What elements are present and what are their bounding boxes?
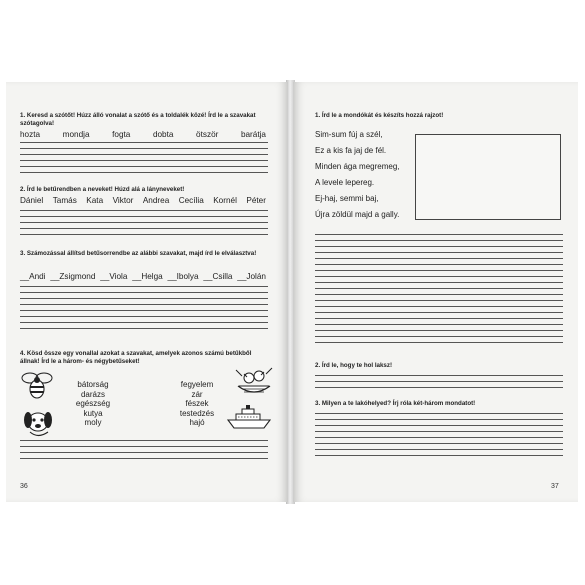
right-task2-instruction: 2. Írd le, hogy te hol laksz! xyxy=(315,362,393,369)
bee-icon xyxy=(20,370,54,400)
task1-word: fogta xyxy=(112,130,131,139)
task1-word: dobta xyxy=(152,130,174,139)
writing-line[interactable] xyxy=(315,300,563,301)
writing-line[interactable] xyxy=(315,413,563,414)
task2-instruction: 2. Írd le betűrendben a neveket! Húzd alá a lányneveket! xyxy=(20,186,185,193)
task3-name: __Ibolya xyxy=(167,272,199,281)
writing-line[interactable] xyxy=(315,449,563,450)
writing-line[interactable] xyxy=(20,286,268,287)
task4-word[interactable]: testedzés xyxy=(179,408,215,418)
poem-line: Sim-sum fúj a szél, xyxy=(315,130,383,139)
writing-line[interactable] xyxy=(20,298,268,299)
writing-line[interactable] xyxy=(315,246,563,247)
writing-line[interactable] xyxy=(20,148,268,149)
task4-right-column xyxy=(162,380,232,428)
writing-line[interactable] xyxy=(20,216,268,217)
writing-line[interactable] xyxy=(315,381,563,382)
writing-line[interactable] xyxy=(20,310,268,311)
poem-line: Újra zöldül majd a gally. xyxy=(315,210,400,219)
writing-line[interactable] xyxy=(20,154,268,155)
task1-word: barátja xyxy=(240,130,266,139)
task2-name: Andrea xyxy=(142,196,170,205)
task2-name: Tamás xyxy=(52,196,77,205)
writing-line[interactable] xyxy=(315,375,563,376)
task4-word[interactable]: kutya xyxy=(83,408,103,418)
task4-word[interactable]: moly xyxy=(84,418,102,427)
writing-line[interactable] xyxy=(20,222,268,223)
poem-line: A levele lepereg. xyxy=(315,178,375,187)
task3-name: __Helga xyxy=(132,272,163,281)
page-number-right: 37 xyxy=(551,483,559,490)
writing-line[interactable] xyxy=(315,425,563,426)
writing-line[interactable] xyxy=(315,264,563,265)
task4-left-column xyxy=(58,380,128,428)
writing-line[interactable] xyxy=(315,276,563,277)
ship-icon xyxy=(226,404,272,430)
writing-line[interactable] xyxy=(315,312,563,313)
task2-name: Péter xyxy=(246,196,266,205)
task4-instruction: 4. Kösd össze egy vonallal azokat a szavakat, amelyek azonos számú betűkből állnak! Írd le a három- és négybetűseket! xyxy=(20,350,252,365)
task2-name: Dániel xyxy=(20,196,44,205)
writing-line[interactable] xyxy=(315,419,563,420)
task2-name: Cecília xyxy=(178,196,204,205)
task4-word[interactable]: fészek xyxy=(185,399,209,408)
right-task3-instruction: 3. Milyen a te lakóhelyed? Írj róla két-három mondatot! xyxy=(315,400,476,407)
poem-line: Minden ága megremeg, xyxy=(315,162,400,171)
writing-line[interactable] xyxy=(315,437,563,438)
writing-line[interactable] xyxy=(20,210,268,211)
task3-instruction: 3. Számozással állítsd betűsorrendbe az alábbi szavakat, majd írd le elválasztva! xyxy=(20,250,257,257)
task4-word[interactable]: egészség xyxy=(75,399,111,408)
writing-line[interactable] xyxy=(20,292,268,293)
task3-name: __Zsigmond xyxy=(50,272,96,281)
writing-line[interactable] xyxy=(315,330,563,331)
task3-name: __Jolán xyxy=(237,272,266,281)
task2-name-row xyxy=(20,196,266,206)
poem-line: Ej-haj, semmi baj, xyxy=(315,194,379,203)
writing-line[interactable] xyxy=(315,240,563,241)
task1-word: ötször xyxy=(196,130,219,139)
writing-line[interactable] xyxy=(315,270,563,271)
right-task1-instruction: 1. Írd le a mondókát és készíts hozzá rajzot! xyxy=(315,112,444,119)
writing-line[interactable] xyxy=(20,228,268,229)
writing-line[interactable] xyxy=(20,322,268,323)
task4-word[interactable]: hajó xyxy=(189,418,205,427)
writing-line[interactable] xyxy=(20,328,268,329)
task2-name: Viktor xyxy=(112,196,134,205)
writing-line[interactable] xyxy=(315,288,563,289)
writing-line[interactable] xyxy=(315,294,563,295)
page-number-left: 36 xyxy=(20,483,28,490)
writing-line[interactable] xyxy=(315,306,563,307)
task1-word: mondja xyxy=(62,130,90,139)
writing-line[interactable] xyxy=(20,166,268,167)
writing-line[interactable] xyxy=(20,304,268,305)
task4-word[interactable]: zár xyxy=(191,389,203,399)
task4-word[interactable]: fegyelem xyxy=(180,380,214,389)
writing-line[interactable] xyxy=(20,172,268,173)
writing-line[interactable] xyxy=(20,142,268,143)
drawing-box[interactable] xyxy=(415,134,561,220)
task1-word: hozta xyxy=(20,130,41,139)
task3-name: __Csilla xyxy=(203,272,233,281)
writing-line[interactable] xyxy=(315,455,563,456)
right-page xyxy=(293,82,578,502)
writing-line[interactable] xyxy=(315,252,563,253)
writing-line[interactable] xyxy=(20,446,268,447)
task2-name: Kornél xyxy=(213,196,237,205)
writing-line[interactable] xyxy=(315,318,563,319)
writing-line[interactable] xyxy=(315,431,563,432)
writing-line[interactable] xyxy=(20,316,268,317)
task3-name-row xyxy=(20,272,266,282)
writing-line[interactable] xyxy=(315,258,563,259)
writing-line[interactable] xyxy=(20,440,268,441)
task1-word-row xyxy=(20,130,266,140)
writing-line[interactable] xyxy=(20,160,268,161)
puppy-icon xyxy=(20,408,56,440)
writing-line[interactable] xyxy=(315,387,563,388)
bird-nest-icon xyxy=(234,364,274,400)
task4-word[interactable]: bátorság xyxy=(77,380,109,389)
writing-line[interactable] xyxy=(20,452,268,453)
writing-line[interactable] xyxy=(315,282,563,283)
poem-line: Ez a kis fa jaj de fél. xyxy=(315,146,387,155)
left-page xyxy=(6,82,288,502)
task1-instruction: 1. Keresd a szótőt! Húzz álló vonalat a szótő és a toldalék közé! Írd le a szavakat szótagolva! xyxy=(20,112,256,127)
writing-line[interactable] xyxy=(315,234,563,235)
writing-line[interactable] xyxy=(315,336,563,337)
task3-name: __Andi xyxy=(20,272,46,281)
writing-line[interactable] xyxy=(20,458,268,459)
writing-line[interactable] xyxy=(315,443,563,444)
writing-line[interactable] xyxy=(315,342,563,343)
task2-name: Kata xyxy=(86,196,104,205)
task4-word[interactable]: darázs xyxy=(80,389,105,399)
task3-name: __Viola xyxy=(100,272,128,281)
writing-line[interactable] xyxy=(315,324,563,325)
writing-line[interactable] xyxy=(20,234,268,235)
